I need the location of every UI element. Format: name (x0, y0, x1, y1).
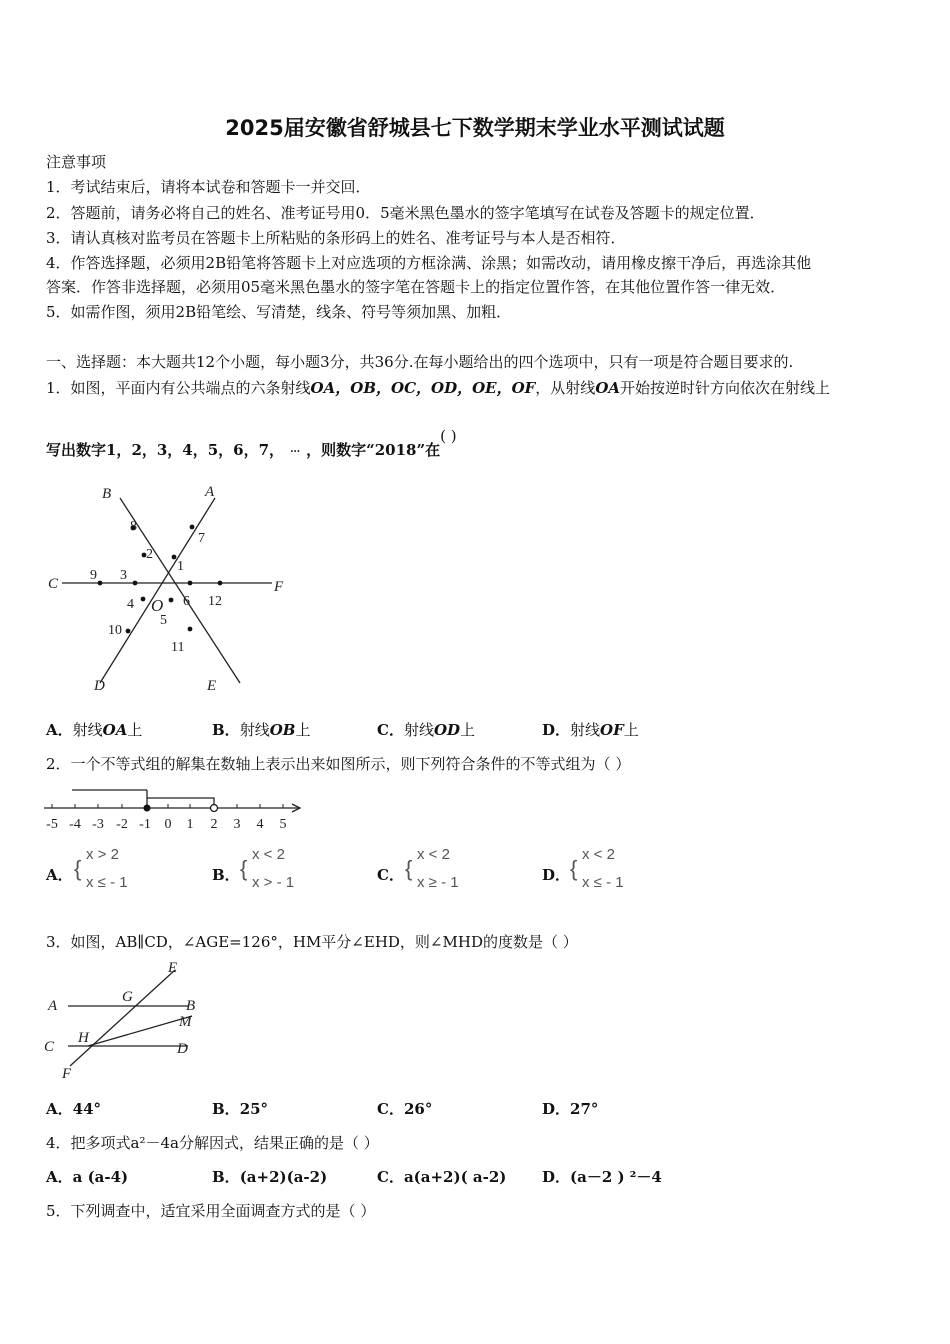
label-B: B (102, 486, 112, 502)
q4-option-a[interactable]: A．a (a-4) (46, 1168, 129, 1186)
label-C: C (48, 576, 59, 592)
q2-option-b[interactable]: B． { x < 2 x > - 1 (212, 846, 295, 891)
label-A: A (205, 484, 215, 500)
num-1: 1 (177, 559, 184, 574)
dot-7 (190, 525, 195, 530)
notice-item: 1．考试结束后，请将本试卷和答题卡一并交回． (46, 178, 371, 196)
tick-label: -2 (116, 817, 128, 832)
notice-item: 3．请认真核对监考员在答题卡上所粘贴的条形码上的姓名、准考证号与本人是否相符． (46, 229, 626, 247)
label-C: C (44, 1039, 55, 1055)
label-D: D (177, 1041, 188, 1057)
q4-option-c[interactable]: C．a(a+2)( a-2) (377, 1168, 507, 1186)
label-D: D (94, 678, 105, 694)
label-M: M (179, 1014, 192, 1030)
q1-suffix: 开始按逆时针方向依次在射线上 (620, 379, 831, 397)
question-3-text: 3．如图，AB∥CD，∠AGE=126°，HM平分∠EHD，则∠MHD的度数是（ ） (46, 933, 578, 951)
label-E: E (207, 678, 217, 694)
num-12: 12 (208, 594, 222, 609)
q1-dots: … (290, 444, 301, 455)
tick-label: 2 (210, 817, 218, 832)
notice-item: 2．答题前，请务必将自己的姓名、准考证号用0．5毫米黑色墨水的签字笔填写在试卷及答题卡的规定位置． (46, 204, 765, 222)
num-9: 9 (90, 568, 97, 583)
tick-label: 4 (256, 817, 264, 832)
tick-label: 1 (186, 817, 194, 832)
q2-option-c[interactable]: C． { x < 2 x ≥ - 1 (377, 846, 459, 891)
notice-item: 4．作答选择题，必须用2B铅笔将答题卡上对应选项的方框涂满、涂黑；如需改动，请用橡皮擦干净后，再选涂其他 (46, 254, 812, 272)
tick-label: -3 (92, 817, 104, 832)
label-F: F (274, 579, 284, 595)
tick-label: 0 (164, 817, 172, 832)
q1-ray-start: OA (595, 379, 621, 397)
dot-1 (172, 555, 177, 560)
q2-number-line (40, 780, 310, 832)
q2-option-d[interactable]: D． { x < 2 x ≤ - 1 (542, 846, 624, 891)
notice-heading: 注意事项 (46, 153, 107, 171)
dot-12 (218, 581, 223, 586)
dot-9 (98, 581, 103, 586)
num-2: 2 (146, 547, 153, 562)
line-EF (70, 970, 175, 1066)
label-F: F (62, 1066, 72, 1082)
q1-option-d[interactable]: D．射线OF上 (542, 721, 639, 739)
ray-OB-OE-line (120, 498, 240, 683)
q1-mid: ，从射线 (535, 379, 596, 397)
q1-line2-end: ，则数字“2018”在 (306, 441, 441, 459)
dot-5 (169, 598, 174, 603)
num-7: 7 (198, 531, 205, 546)
num-6: 6 (183, 594, 190, 609)
dot-3 (133, 581, 138, 586)
question-4-text: 4．把多项式a²－4a分解因式，结果正确的是（ ） (46, 1134, 379, 1152)
dot-11 (188, 627, 193, 632)
dot-4 (141, 597, 146, 602)
ray-OA-OD-line (100, 498, 215, 683)
num-5: 5 (160, 613, 167, 628)
label-E: E (168, 960, 178, 976)
label-A: A (48, 998, 58, 1014)
num-3: 3 (120, 568, 127, 583)
q3-option-d[interactable]: D．27° (542, 1100, 599, 1118)
label-H: H (78, 1030, 89, 1046)
question-1-text-2 (46, 427, 457, 460)
closed-point (144, 805, 151, 812)
open-point (211, 805, 218, 812)
q4-option-b[interactable]: B．(a+2)(a-2) (212, 1168, 328, 1186)
q3-option-a[interactable]: A．44° (46, 1100, 102, 1118)
num-4: 4 (127, 597, 134, 612)
num-8: 8 (130, 519, 137, 534)
tick-label: 5 (279, 817, 287, 832)
q4-option-d[interactable]: D．(a－2 ) ²－4 (542, 1168, 662, 1186)
q1-option-c[interactable]: C．射线OD上 (377, 721, 476, 739)
num-11: 11 (171, 640, 185, 655)
q2-option-a[interactable]: A． { x > 2 x ≤ - 1 (46, 846, 128, 891)
question-5-text: 5．下列调查中，适宜采用全面调查方式的是（ ） (46, 1202, 376, 1220)
notice-item: 答案．作答非选择题，必须用05毫米黑色墨水的签字笔在答题卡上的指定位置作答，在其他位置作答一律无效． (46, 278, 786, 296)
page-title: 2025届安徽省舒城县七下数学期末学业水平测试试题 (225, 116, 725, 140)
q1-option-a[interactable]: A．射线OA上 (46, 721, 143, 739)
q1-answer-paren: ( ) (440, 427, 457, 445)
question-2-text: 2．一个不等式组的解集在数轴上表示出来如图所示，则下列符合条件的不等式组为（ ） (46, 755, 631, 773)
dot-10 (126, 629, 131, 634)
tick-label: -4 (69, 817, 81, 832)
label-G: G (122, 989, 133, 1005)
section-heading: 一、选择题：本大题共12个小题，每小题3分，共36分.在每小题给出的四个选项中，只有一项是符合题目要求的. (46, 353, 794, 371)
q1-prefix: 1．如图，平面内有公共端点的六条射线 (46, 379, 311, 397)
tick-label: 3 (233, 817, 241, 832)
q1-option-b[interactable]: B．射线OB上 (212, 721, 311, 739)
q1-rays: OA，OB，OC，OD，OE，OF (310, 379, 536, 397)
tick-label: -1 (139, 817, 151, 832)
label-O: O (151, 596, 164, 615)
label-B: B (186, 998, 196, 1014)
q1-line2: 写出数字1，2，3，4，5，6，7， (46, 441, 285, 459)
num-10: 10 (108, 623, 122, 638)
q3-option-c[interactable]: C．26° (377, 1100, 433, 1118)
notice-item: 5．如需作图，须用2B铅笔绘、写清楚，线条、符号等须加黑、加粗． (46, 303, 512, 321)
q1-rays-figure (40, 478, 300, 700)
tick-label: -5 (46, 817, 58, 832)
q3-parallel-lines-figure (40, 958, 210, 1082)
q3-option-b[interactable]: B．25° (212, 1100, 269, 1118)
question-1-text (46, 378, 830, 398)
dot-6 (188, 581, 193, 586)
